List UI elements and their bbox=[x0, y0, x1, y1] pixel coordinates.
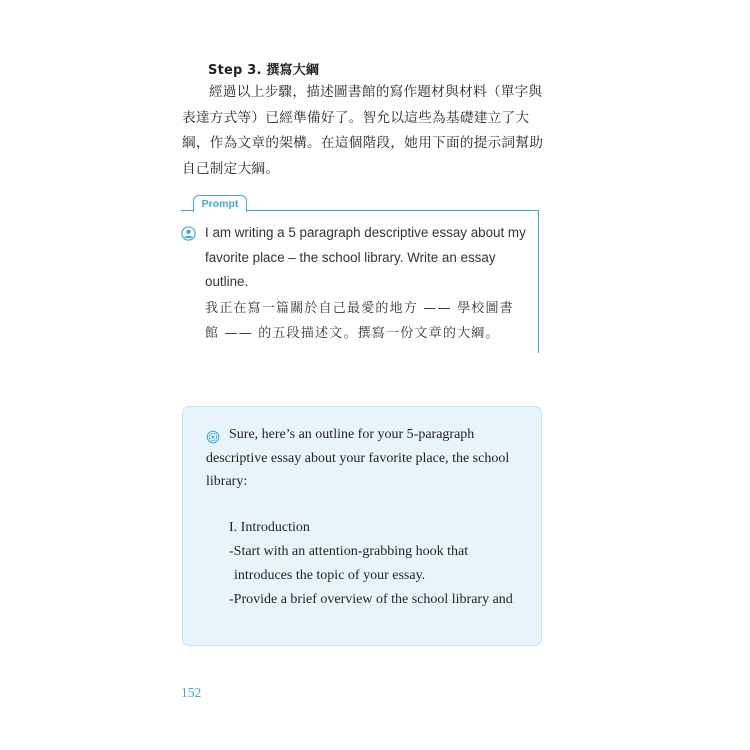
step-heading: Step 3. 撰寫大綱 bbox=[208, 63, 320, 78]
outline-item-line: -Start with an attention-grabbing hook that bbox=[229, 544, 469, 559]
response-box bbox=[182, 406, 542, 646]
intro-paragraph: 經過以上步驟，描述圖書館的寫作題材與材料（單字與表達方式等）已經準備好了。智允以這些為基礎建立了大綱，作為文章的架構。在這個階段，她用下面的提示詞幫助自己制定大綱。 bbox=[182, 84, 544, 177]
outline-item-line: -Provide a brief overview of the school library and bbox=[229, 592, 513, 607]
outline-item-line: introduces the topic of your essay. bbox=[234, 567, 426, 583]
outline-item bbox=[229, 588, 513, 612]
prompt-english-text: I am writing a 5 paragraph descriptive essay about my favorite place – the school library. Write an essay outline. bbox=[205, 225, 526, 289]
prompt-chinese-text: 我正在寫一篇關於自己最愛的地方 —— 學校圖書館 —— 的五段描述文。撰寫一份文章的大綱。 bbox=[205, 301, 514, 341]
page-number: 152 bbox=[181, 685, 202, 700]
prompt-tab-label: Prompt bbox=[193, 195, 247, 212]
prompt-box bbox=[181, 210, 539, 353]
user-icon bbox=[181, 226, 196, 241]
outline-item bbox=[229, 540, 529, 587]
response-intro-text: Sure, here’s an outline for your 5-paragraph descriptive essay about your favorite place, the school library: bbox=[206, 427, 510, 489]
outline-heading: I. Introduction bbox=[229, 520, 310, 535]
